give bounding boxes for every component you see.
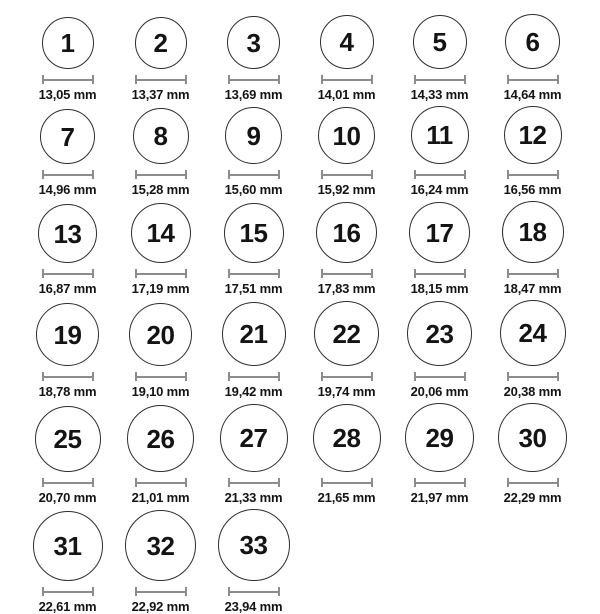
ring-size-circle [224,203,284,263]
ring-size-circle [498,403,567,472]
ring-size-cell [300,107,393,197]
ring-size-cell [114,203,207,296]
chart-row [21,106,579,197]
ring-size-circle [40,109,95,164]
diameter-measure-line [507,372,559,381]
ring-size-cell [300,404,393,505]
ring-size-cell [207,302,300,399]
diameter-measure-line [414,170,466,179]
ring-size-circle [318,107,375,164]
ring-size-cell [393,202,486,296]
ring-size-cell [486,403,579,505]
ring-size-cell [486,14,579,102]
ring-size-number: 9 [246,120,261,151]
diameter-label: 15,92 mm [317,182,376,197]
diameter-label: 22,29 mm [503,490,562,505]
ring-size-circle [409,202,470,263]
ring-size-circle [314,301,379,366]
diameter-measure-line [414,75,466,84]
ring-size-number: 17 [425,217,454,248]
ring-size-number: 10 [332,120,361,151]
diameter-measure-line [414,478,466,487]
diameter-label: 15,60 mm [224,182,283,197]
chart-row [21,14,579,102]
diameter-label: 20,70 mm [38,490,97,505]
ring-size-number: 19 [53,319,82,350]
ring-size-circle [220,404,288,472]
ring-size-cell [207,16,300,102]
ring-size-circle [502,201,564,263]
ring-size-number: 21 [239,319,268,349]
diameter-measure-line [135,269,187,278]
diameter-measure-line [135,478,187,487]
ring-size-cell [21,109,114,197]
ring-size-circle [125,510,196,581]
ring-size-number: 23 [425,318,454,349]
diameter-measure-line [228,587,280,596]
ring-size-number: 8 [153,121,168,151]
diameter-label: 14,33 mm [410,87,469,102]
diameter-label: 16,24 mm [410,182,469,197]
ring-size-circle [500,300,566,366]
ring-size-cell [300,202,393,296]
diameter-measure-line [321,478,373,487]
diameter-measure-line [321,269,373,278]
ring-size-cell [207,509,300,614]
diameter-measure-line [321,372,373,381]
ring-size-circle [411,106,469,164]
diameter-measure-line [135,587,187,596]
ring-size-cell [21,511,114,614]
diameter-measure-line [507,478,559,487]
diameter-label: 19,74 mm [317,384,376,399]
ring-size-number: 7 [60,121,75,152]
ring-size-cell [114,510,207,614]
ring-size-cell [207,203,300,296]
ring-size-circle [225,107,282,164]
ring-size-number: 16 [332,217,361,248]
chart-row [21,300,579,399]
ring-size-cell [207,107,300,197]
ring-size-circle [127,405,194,472]
ring-size-cell [393,106,486,197]
diameter-label: 17,19 mm [131,281,190,296]
ring-size-circle [316,202,377,263]
ring-size-cell [114,108,207,197]
ring-size-number: 11 [426,120,453,150]
ring-size-number: 2 [153,28,168,58]
diameter-label: 16,56 mm [503,182,562,197]
ring-size-cell [300,15,393,102]
ring-size-cell [21,204,114,296]
ring-size-circle [36,303,99,366]
ring-size-circle [405,403,474,472]
ring-size-number: 20 [146,319,175,350]
ring-size-number: 33 [239,530,268,560]
ring-size-number: 15 [239,218,268,248]
chart-row [21,509,579,614]
diameter-label: 18,15 mm [410,281,469,296]
diameter-measure-line [507,269,559,278]
diameter-label: 13,69 mm [224,87,283,102]
diameter-measure-line [42,372,94,381]
ring-size-number: 22 [332,318,361,349]
ring-size-circle [227,16,280,69]
diameter-label: 21,97 mm [410,490,469,505]
ring-size-number: 32 [146,530,175,561]
diameter-measure-line [507,170,559,179]
diameter-measure-line [414,372,466,381]
diameter-label: 16,87 mm [38,281,97,296]
diameter-label: 17,51 mm [224,281,283,296]
diameter-label: 14,64 mm [503,87,562,102]
ring-size-cell [114,405,207,505]
ring-size-circle [505,14,560,69]
ring-size-number: 18 [518,217,547,247]
ring-size-circle [313,404,381,472]
diameter-label: 14,96 mm [38,182,97,197]
diameter-label: 14,01 mm [317,87,376,102]
diameter-label: 19,42 mm [224,384,283,399]
diameter-measure-line [414,269,466,278]
ring-size-circle [320,15,374,69]
ring-size-cell [21,406,114,505]
diameter-measure-line [321,170,373,179]
ring-size-cell [21,17,114,102]
ring-size-cell [486,201,579,296]
ring-size-number: 25 [53,424,82,454]
ring-size-circle [131,203,191,263]
ring-size-number: 26 [146,423,175,454]
diameter-measure-line [228,372,280,381]
ring-size-circle [135,17,187,69]
ring-size-cell [393,403,486,505]
diameter-measure-line [135,170,187,179]
ring-size-circle [129,303,192,366]
diameter-measure-line [135,372,187,381]
diameter-label: 18,78 mm [38,384,97,399]
ring-size-cell [393,301,486,399]
diameter-label: 20,06 mm [410,384,469,399]
diameter-label: 13,05 mm [38,87,97,102]
diameter-measure-line [507,75,559,84]
diameter-label: 21,33 mm [224,490,283,505]
diameter-label: 22,92 mm [131,599,190,614]
ring-size-circle [413,15,467,69]
ring-size-number: 12 [518,120,547,150]
diameter-label: 21,01 mm [131,490,190,505]
ring-size-circle [407,301,472,366]
ring-size-chart [21,0,579,614]
diameter-measure-line [135,75,187,84]
ring-size-cell [300,301,393,399]
diameter-measure-line [42,75,94,84]
diameter-measure-line [42,587,94,596]
ring-size-circle [38,204,97,263]
ring-size-circle [504,106,562,164]
ring-size-cell [486,300,579,399]
ring-size-number: 28 [332,423,361,453]
diameter-measure-line [321,75,373,84]
ring-size-number: 24 [518,318,547,348]
ring-size-number: 29 [425,422,454,453]
ring-size-circle [42,17,94,69]
diameter-measure-line [228,269,280,278]
ring-size-circle [33,511,103,581]
ring-size-cell [207,404,300,505]
diameter-label: 18,47 mm [503,281,562,296]
diameter-measure-line [42,170,94,179]
diameter-label: 13,37 mm [131,87,190,102]
ring-size-number: 14 [146,218,175,248]
ring-size-number: 27 [239,423,268,453]
diameter-label: 19,10 mm [131,384,190,399]
diameter-measure-line [42,269,94,278]
ring-size-number: 30 [518,422,547,453]
diameter-measure-line [228,75,280,84]
ring-size-cell [393,15,486,102]
ring-size-cell [21,303,114,399]
ring-size-cell [486,106,579,197]
diameter-label: 21,65 mm [317,490,376,505]
diameter-label: 15,28 mm [131,182,190,197]
ring-size-number: 4 [339,27,354,57]
diameter-measure-line [228,170,280,179]
chart-row [21,201,579,296]
ring-size-cell [114,303,207,399]
diameter-label: 17,83 mm [317,281,376,296]
diameter-label: 20,38 mm [503,384,562,399]
ring-size-cell [114,17,207,102]
diameter-label: 22,61 mm [38,599,97,614]
ring-size-number: 13 [53,218,82,249]
chart-row [21,403,579,505]
diameter-measure-line [42,478,94,487]
ring-size-number: 6 [525,26,540,57]
ring-size-number: 5 [432,27,447,57]
ring-size-circle [222,302,286,366]
ring-size-circle [218,509,290,581]
diameter-measure-line [228,478,280,487]
ring-size-circle [133,108,189,164]
ring-size-number: 31 [53,531,82,561]
ring-size-circle [35,406,101,472]
ring-size-number: 1 [60,28,75,58]
ring-size-number: 3 [246,27,261,58]
diameter-label: 23,94 mm [224,599,283,614]
